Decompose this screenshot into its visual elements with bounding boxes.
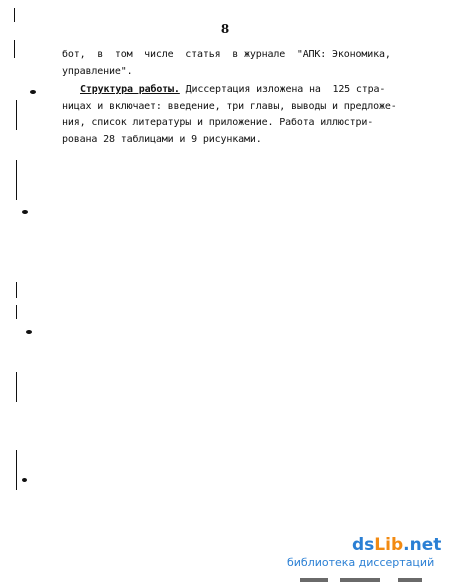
ink-blot xyxy=(26,330,32,334)
text-line: ницах и включает: введение, три главы, выводы и предложе- xyxy=(62,101,397,112)
margin-scan-mark xyxy=(16,100,17,130)
margin-scan-mark xyxy=(16,282,17,298)
margin-scan-mark xyxy=(16,305,17,319)
paragraph-first-line xyxy=(80,84,385,95)
text-line: бот, в том числе статья в журнале "АПК: Экономика, xyxy=(62,49,391,60)
dslib-logo[interactable]: dsLib.net xyxy=(352,535,442,555)
text-run: Диссертация изложена на 125 стра- xyxy=(179,84,386,95)
ink-blot xyxy=(30,90,36,94)
page-number: 8 xyxy=(220,22,230,36)
library-caption: библиотека диссертаций xyxy=(287,556,435,569)
margin-scan-mark xyxy=(14,8,15,22)
ink-blot xyxy=(22,478,27,482)
text-line: управление". xyxy=(62,66,133,77)
text-line: ния, список литературы и приложение. Работа иллюстри- xyxy=(62,117,374,128)
margin-scan-mark xyxy=(16,372,17,402)
margin-scan-mark xyxy=(14,40,15,58)
ink-blot xyxy=(22,210,28,214)
section-heading: Структура работы. xyxy=(80,84,180,95)
scan-edge-strip xyxy=(398,578,422,582)
scan-edge-strip xyxy=(340,578,380,582)
scan-edge-strip xyxy=(300,578,328,582)
margin-scan-mark xyxy=(16,450,17,490)
margin-scan-mark xyxy=(16,160,17,200)
text-line: рована 28 таблицами и 9 рисунками. xyxy=(62,134,262,145)
